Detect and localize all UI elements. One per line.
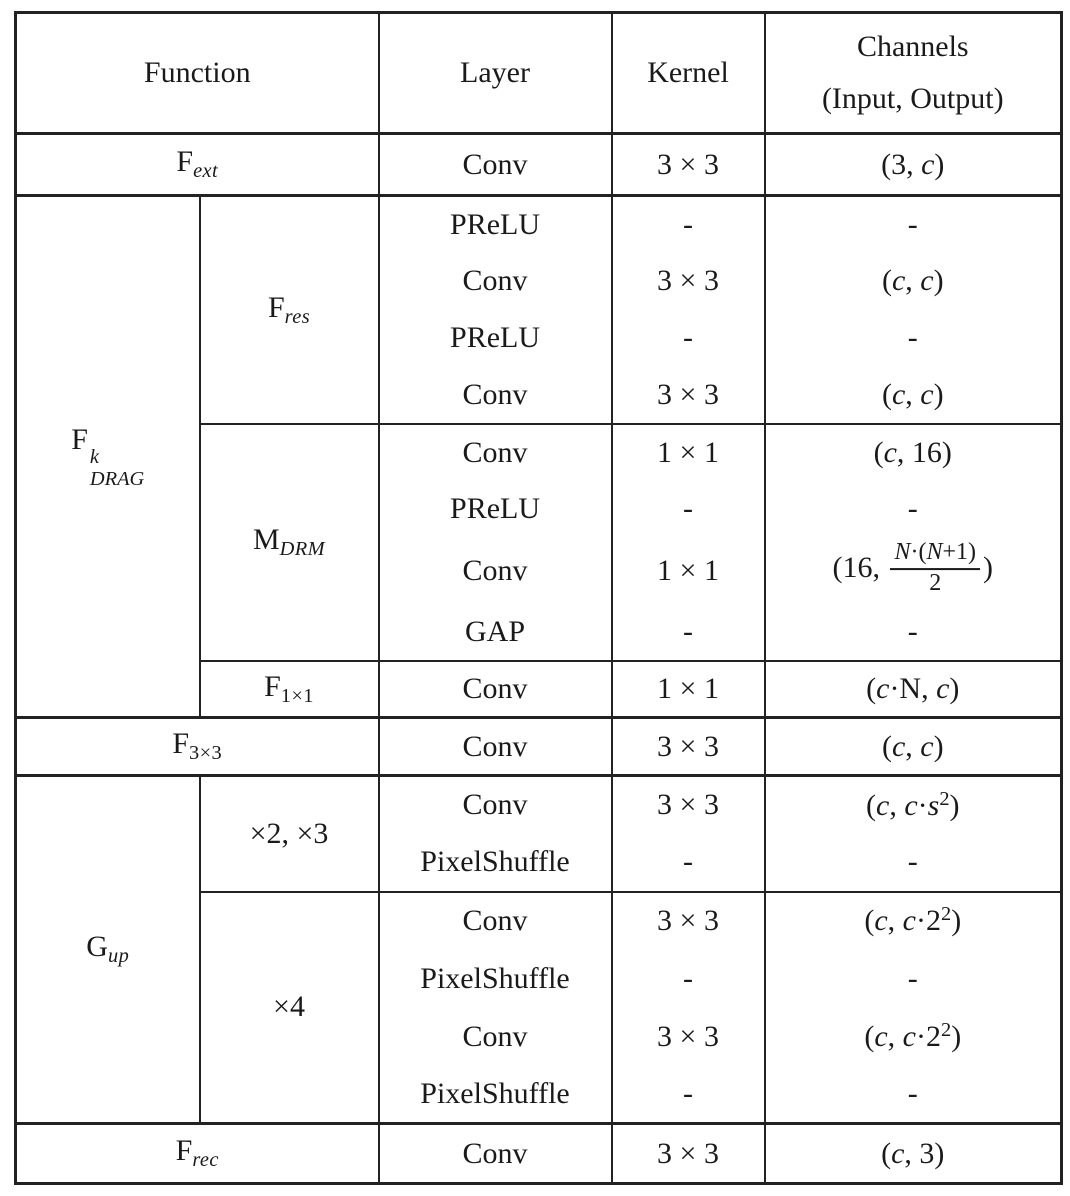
gup-function-cell: [16, 776, 200, 1124]
math-part: c: [874, 904, 888, 938]
math-part: (3,: [881, 147, 922, 181]
math-part: DRM: [279, 538, 326, 561]
layer-cell: PReLU: [379, 481, 612, 538]
math-part: F: [176, 145, 194, 179]
math-part: ·(: [910, 539, 927, 566]
math-part: c: [891, 1136, 905, 1170]
x4-subgroup-cell: ×4: [200, 892, 379, 1124]
channels-cell: [765, 424, 1062, 481]
math-part: ): [933, 729, 944, 763]
kernel-cell: 1 × 1: [612, 424, 765, 481]
channels-header-line2: (Input, Output): [821, 82, 1004, 115]
math-part: ·N,: [889, 671, 937, 705]
layer-cell: Conv: [379, 661, 612, 718]
channels-cell: -: [765, 481, 1062, 538]
math-part: F: [175, 1134, 193, 1168]
channels-cell: -: [765, 1066, 1062, 1124]
math-part: c: [875, 788, 890, 822]
layer-cell: Conv: [379, 1124, 612, 1184]
layer-cell: PReLU: [379, 310, 612, 367]
kernel-cell: 3 × 3: [612, 367, 765, 424]
math-part: c: [876, 671, 890, 705]
math-part: N: [894, 539, 911, 566]
math-part: N: [926, 539, 943, 566]
math-part: (: [881, 1136, 892, 1170]
layer-cell: Conv: [379, 424, 612, 481]
math-part: , 16): [896, 435, 952, 469]
mdrm-subgroup-cell: [200, 424, 379, 661]
layer-cell: Conv: [379, 134, 612, 196]
channels-header-line1: Channels: [856, 29, 969, 63]
math-part: DRAG: [89, 468, 145, 491]
math-part: c: [874, 1020, 888, 1054]
kernel-cell: 3 × 3: [612, 1008, 765, 1066]
kernel-cell: 1 × 1: [612, 538, 765, 604]
kernel-cell: -: [612, 310, 765, 367]
math-part: 2: [940, 1018, 952, 1041]
math-part: ,: [905, 729, 921, 763]
kernel-cell: 3 × 3: [612, 1124, 765, 1184]
channels-cell: [765, 253, 1062, 310]
layer-cell: Conv: [379, 367, 612, 424]
architecture-table: [14, 11, 1063, 1185]
layer-cell: GAP: [379, 604, 612, 661]
math-part: 2: [929, 570, 942, 597]
math-part: F: [264, 669, 281, 703]
kernel-cell: -: [612, 481, 765, 538]
math-part: k: [89, 446, 99, 469]
frec-function-cell: [16, 1124, 379, 1184]
math-part: M: [252, 522, 280, 556]
channels-cell: [765, 776, 1062, 834]
math-part: ,: [905, 264, 921, 297]
layer-cell: PixelShuffle: [379, 1066, 612, 1124]
kernel-cell: -: [612, 604, 765, 661]
math-part: ): [933, 377, 944, 411]
math-part: (: [881, 264, 892, 297]
kernel-cell: 3 × 3: [612, 892, 765, 950]
math-part: (: [881, 377, 892, 411]
math-part: F: [172, 727, 190, 761]
kernel-cell: 3 × 3: [612, 718, 765, 776]
math-part: ): [933, 264, 944, 297]
channels-cell: [765, 718, 1062, 776]
math-part: F: [71, 422, 88, 456]
math-part: up: [107, 945, 130, 968]
math-part: c: [921, 147, 935, 181]
math-part: ): [951, 904, 962, 938]
math-part: ,: [905, 377, 921, 411]
math-part: c: [904, 788, 918, 822]
math-part: ): [951, 1020, 962, 1054]
layer-cell: PixelShuffle: [379, 834, 612, 892]
channels-cell: -: [765, 834, 1062, 892]
math-part: , 3): [904, 1136, 945, 1170]
layer-cell: Conv: [379, 718, 612, 776]
math-part: c: [883, 435, 897, 469]
table-row: [16, 1124, 1062, 1184]
kernel-cell: 1 × 1: [612, 661, 765, 718]
layer-cell: Conv: [379, 892, 612, 950]
channels-cell: [765, 367, 1062, 424]
kernel-cell: -: [612, 1066, 765, 1124]
math-part: c: [920, 729, 934, 763]
kernel-cell: -: [612, 834, 765, 892]
math-part: c: [902, 904, 916, 938]
math-part: ·2: [915, 1020, 941, 1054]
math-part: c: [891, 729, 906, 763]
math-part: s: [927, 788, 940, 822]
channels-cell: -: [765, 310, 1062, 367]
math-part: ·: [917, 788, 928, 822]
math-part: F: [267, 290, 285, 324]
math-part: (: [864, 904, 875, 938]
channels-cell: [765, 1008, 1062, 1066]
math-part: (: [881, 729, 892, 763]
math-part: c: [891, 264, 906, 297]
channels-header: [765, 13, 1062, 134]
function-header: Function: [16, 13, 379, 134]
math-part: 2: [940, 903, 952, 926]
channels-cell: [765, 1124, 1062, 1184]
layer-header: Layer: [379, 13, 612, 134]
math-part: c: [920, 377, 934, 411]
math-part: G: [86, 930, 108, 964]
f1x1-subgroup-cell: [200, 661, 379, 718]
channels-cell: [765, 134, 1062, 196]
math-part: ·2: [915, 904, 941, 938]
fdrag-function-cell: [16, 196, 200, 718]
math-part: ,: [887, 904, 903, 938]
math-part: ext: [193, 160, 219, 183]
kernel-cell: -: [612, 950, 765, 1008]
channels-cell: [765, 892, 1062, 950]
header-row: [16, 13, 1062, 134]
math-part: (: [866, 671, 877, 705]
math-part: [90, 446, 144, 490]
math-part: c: [920, 264, 934, 297]
channels-cell: [765, 661, 1062, 718]
math-part: +1): [942, 539, 977, 566]
math-part: c: [936, 671, 950, 705]
kernel-cell: 3 × 3: [612, 253, 765, 310]
f3x3-function-cell: [16, 718, 379, 776]
table-row: [16, 776, 1062, 834]
math-part: ,: [889, 788, 905, 822]
math-part: 1×1: [280, 684, 314, 707]
fext-function-cell: [16, 134, 379, 196]
math-part: c: [891, 377, 906, 411]
table-row: [16, 134, 1062, 196]
layer-cell: Conv: [379, 253, 612, 310]
math-part: rec: [192, 1149, 219, 1172]
channels-cell: [765, 538, 1062, 604]
channels-cell: -: [765, 604, 1062, 661]
math-part: c: [902, 1020, 916, 1054]
math-part: res: [284, 305, 311, 328]
math-part: (: [865, 788, 876, 822]
math-part: (: [873, 435, 884, 469]
math-part: 2: [939, 787, 950, 810]
math-part: ): [949, 788, 960, 822]
math-part: ,: [887, 1020, 903, 1054]
layer-cell: Conv: [379, 1008, 612, 1066]
math-part: (16,: [832, 551, 888, 585]
math-part: [890, 539, 980, 597]
table-row: [16, 196, 1062, 253]
channels-cell: -: [765, 196, 1062, 253]
kernel-cell: -: [612, 196, 765, 253]
kernel-header: Kernel: [612, 13, 765, 134]
channels-cell: -: [765, 950, 1062, 1008]
layer-cell: PReLU: [379, 196, 612, 253]
math-part: 3×3: [189, 742, 223, 765]
kernel-cell: 3 × 3: [612, 776, 765, 834]
layer-cell: Conv: [379, 538, 612, 604]
layer-cell: PixelShuffle: [379, 950, 612, 1008]
math-part: ): [983, 551, 994, 585]
fres-subgroup-cell: [200, 196, 379, 424]
x23-subgroup-cell: ×2, ×3: [200, 776, 379, 892]
layer-cell: Conv: [379, 776, 612, 834]
table-row: [16, 718, 1062, 776]
math-part: (: [864, 1020, 875, 1054]
math-part: ): [934, 147, 945, 181]
kernel-cell: 3 × 3: [612, 134, 765, 196]
math-part: ): [949, 671, 960, 705]
